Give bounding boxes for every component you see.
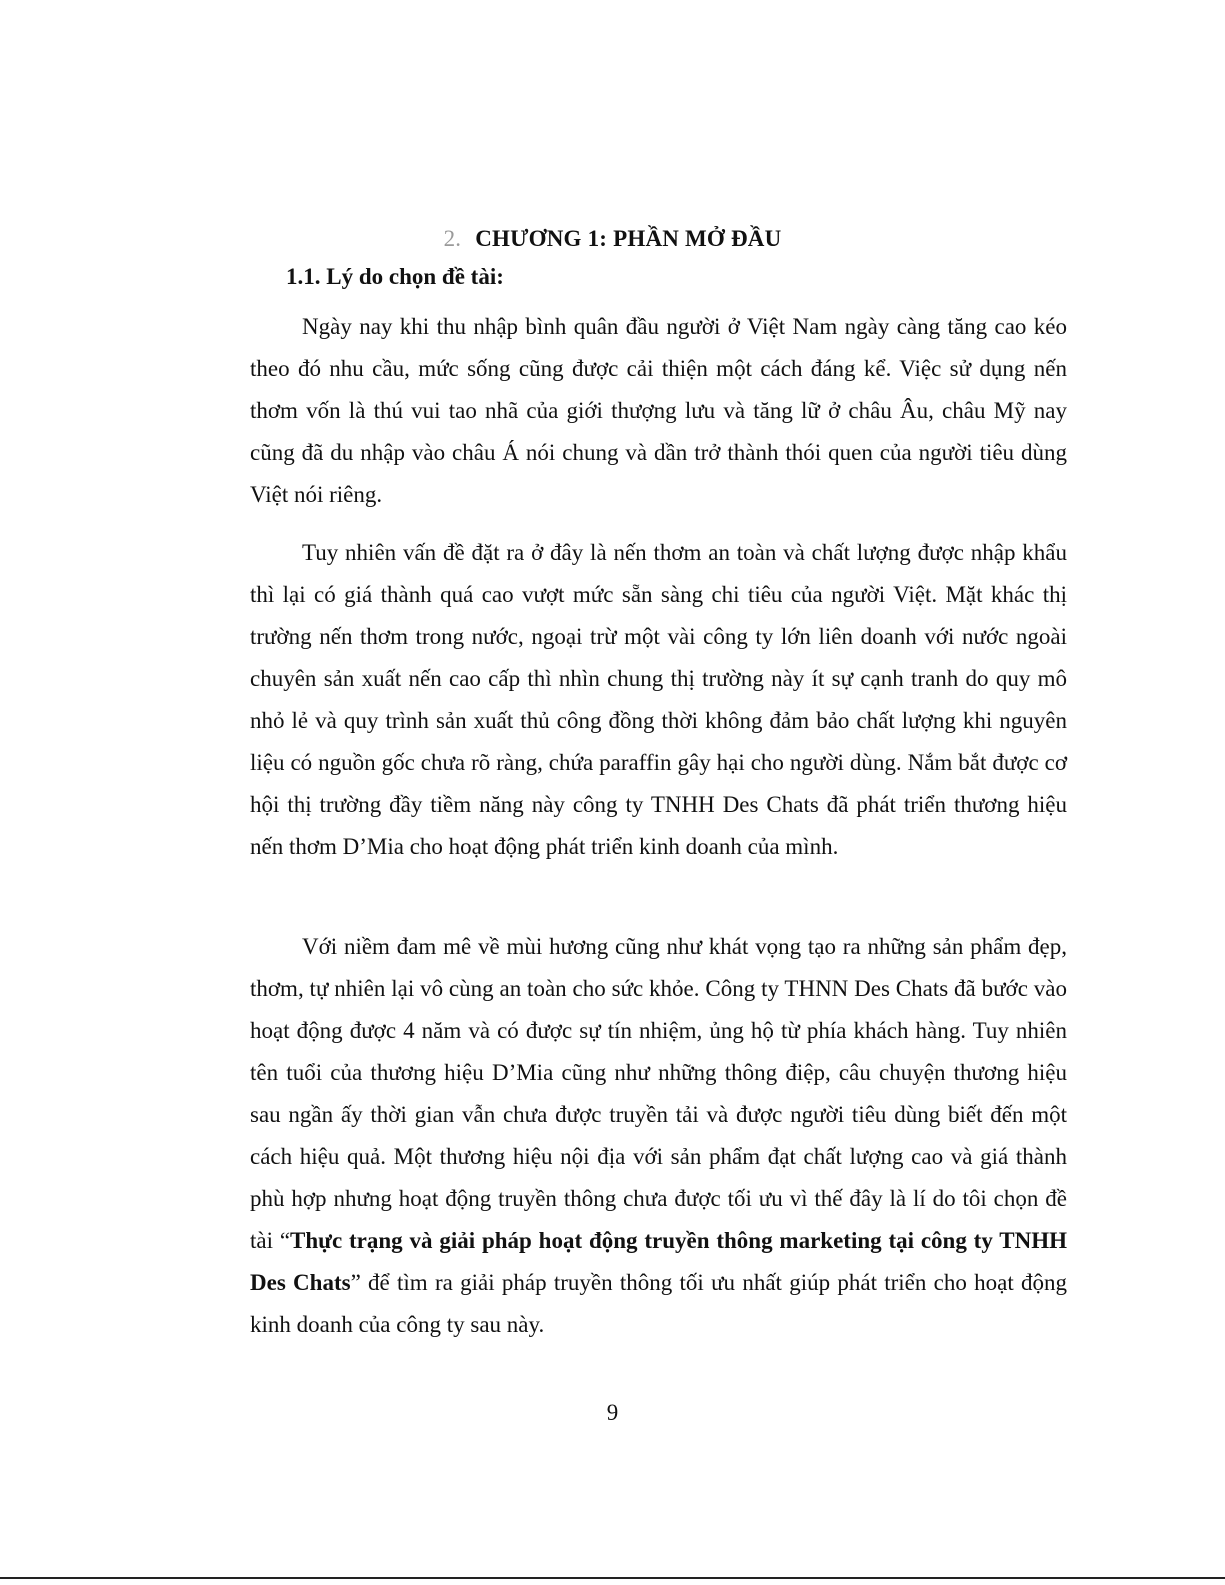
paragraph-1: Ngày nay khi thu nhập bình quân đầu người ở Việt Nam ngày càng tăng cao kéo theo đó nhu cầu, mức sống cũng được cải thiện một cách đáng kể. Việc sử dụng nến thơm vốn là thú vui tao nhã của giới thượng lưu và tăng lữ ở châu Âu, châu Mỹ nay cũng đã du nhập vào châu Á nói chung và dần trở thành thói quen của người tiêu dùng Việt nói riêng. [250,314,1067,507]
chapter-number: 2. [443,226,462,251]
bottom-border-line [0,1577,1225,1579]
paragraph-2: Tuy nhiên vấn đề đặt ra ở đây là nến thơm an toàn và chất lượng được nhập khẩu thì lại có giá thành quá cao vượt mức sẵn sàng chi tiêu của người Việt. Mặt khác thị trường nến thơm trong nước, ngoại trừ một vài công ty lớn liên doanh với nước ngoài chuyên sản xuất nến cao cấp thì nhìn chung thị trường này ít sự cạnh tranh do quy mô nhỏ lẻ và quy trình sản xuất thủ công đồng thời không đảm bảo chất lượng khi nguyên liệu có nguồn gốc chưa rõ ràng, chứa paraffin gây hại cho người dùng. Nắm bắt được cơ hội thị trường đầy tiềm năng này công ty TNHH Des Chats đã phát triển thương hiệu nến thơm D’Mia cho hoạt động phát triển kinh doanh của mình. [250,540,1067,859]
page-number: 9 [606,1400,619,1425]
section-heading: 1.1. Lý do chọn đề tài: [286,264,504,289]
paragraph-3-text-start: Với niềm đam mê về mùi hương cũng như khát vọng tạo ra những sản phẩm đẹp, thơm, tự nhiên lại vô cùng an toàn cho sức khỏe. Công ty THNN Des Chats đã bước vào hoạt động được 4 năm và có được sự tín nhiệm, ủng hộ từ phía khách hàng. Tuy nhiên tên tuổi của thương hiệu D’Mia cũng như những thông điệp, câu chuyện thương hiệu sau ngần ấy thời gian vẫn chưa được truyền tải và được người tiêu dùng biết đến một cách hiệu quả. Một thương hiệu nội địa với sản phẩm đạt chất lượng cao và giá thành phù hợp nhưng hoạt động truyền thông chưa được tối ưu vì thế đây là lí do tôi chọn đề tài “ [250,934,1067,1253]
paragraph-3 [250,926,1067,1346]
paragraph-3-text-end: ” để tìm ra giải pháp truyền thông tối ưu nhất giúp phát triển cho hoạt động kinh doanh của công ty sau này. [250,1270,1068,1337]
chapter-title: CHƯƠNG 1: PHẦN MỞ ĐẦU [475,226,782,251]
thesis-topic-title: Thực trạng và giải pháp hoạt động truyền thông marketing tại công ty TNHH Des Chats [250,1228,1067,1295]
chapter-heading [0,226,1225,252]
